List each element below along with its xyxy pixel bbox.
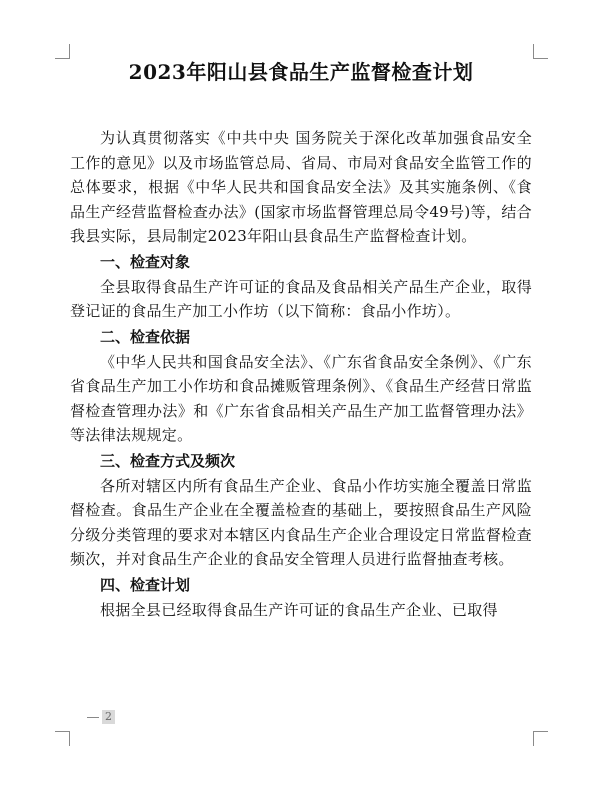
section-heading-1: 一、检查对象 bbox=[100, 252, 191, 271]
document-body bbox=[70, 58, 532, 622]
section-body-1: 全县取得食品生产许可证的食品及食品相关产品生产企业，取得登记证的食品生产加工小作坊（以下简称：食品小作坊）。 bbox=[70, 277, 532, 320]
document-title: 2023年阳山县食品生产监督检查计划 bbox=[128, 60, 474, 84]
section-body-2: 《中华人民共和国食品安全法》、《广东省食品安全条例》、《广东省食品生产加工小作坊和食品摊贩管理条例》、《食品生产经营日常监督检查管理办法》和《广东省食品相关产品生产加工监督管理办法》等法律法规规定。 bbox=[70, 352, 532, 444]
crop-mark-top-left bbox=[55, 44, 70, 59]
footer-dash-left bbox=[87, 717, 99, 718]
crop-mark-bottom-right bbox=[533, 731, 548, 746]
crop-mark-bottom-left bbox=[55, 731, 70, 746]
crop-mark-top-right bbox=[533, 44, 548, 59]
intro-paragraph: 为认真贯彻落实《中共中央 国务院关于深化改革加强食品安全工作的意见》以及市场监管总局、省局、市局对食品安全监管工作的总体要求，根据《中华人民共和国食品安全法》及其实施条例、《食品生产经营监督检查办法》(国家市场监督管理总局令49号)等，结合我县实际，县局制定2023年阳山县食品生产监督检查计划。 bbox=[70, 129, 532, 245]
section-heading-3: 三、检查方式及频次 bbox=[100, 451, 236, 470]
section-heading-4: 四、检查计划 bbox=[100, 575, 191, 594]
section-body-4: 根据全县已经取得食品生产许可证的食品生产企业、已取得 bbox=[100, 600, 498, 619]
section-body-3: 各所对辖区内所有食品生产企业、食品小作坊实施全覆盖日常监督检查。食品生产企业在全覆盖检查的基础上，要按照食品生产风险分级分类管理的要求对本辖区内食品生产企业合理设定日常监督检查频次，并对食品生产企业的食品安全管理人员进行监督抽查考核。 bbox=[70, 476, 532, 568]
section-heading-2: 二、检查依据 bbox=[100, 327, 191, 346]
page-footer bbox=[84, 710, 115, 724]
page-number: 2 bbox=[102, 710, 115, 724]
